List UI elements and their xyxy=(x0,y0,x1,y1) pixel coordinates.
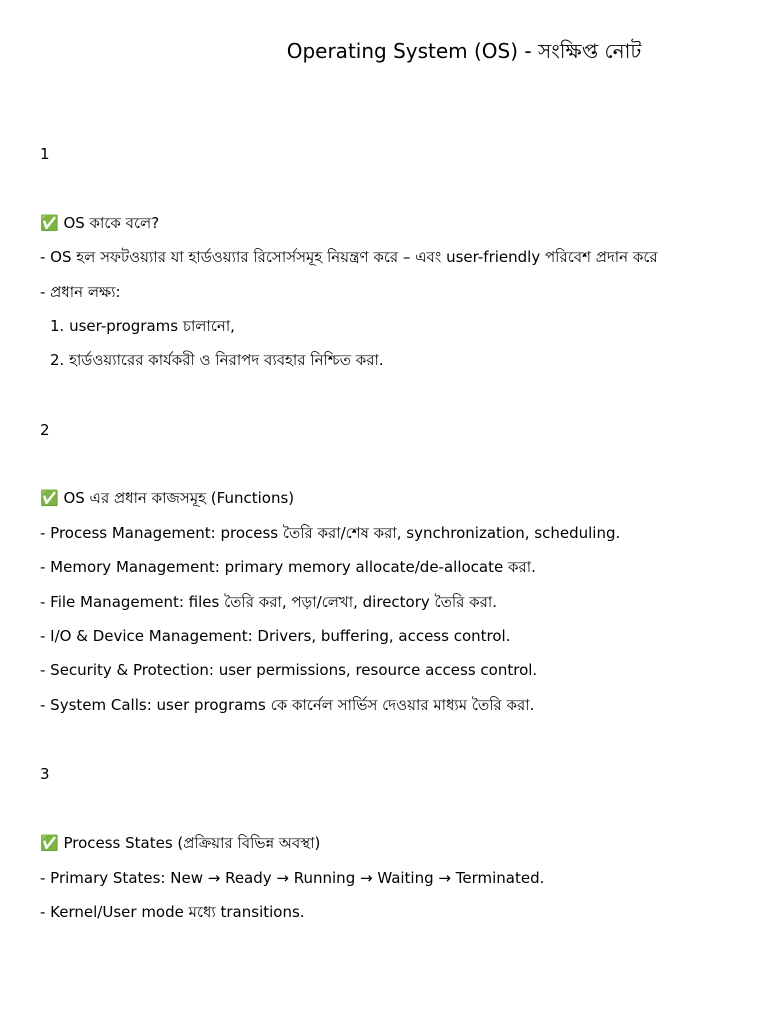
text-line: - Security & Protection: user permissions, resource access control. xyxy=(40,661,538,679)
text-line: - System Calls: user programs কে কার্নেল সার্ভিস দেওয়ার মাধ্যম তৈরি করা. xyxy=(40,696,535,714)
text-line: - I/O & Device Management: Drivers, buffering, access control. xyxy=(40,627,511,645)
text-line: - প্রধান লক্ষ্য: xyxy=(40,283,121,301)
list-item: 2. হার্ডওয়্যারের কার্যকরী ও নিরাপদ ব্যবহার নিশ্চিত করা. xyxy=(50,351,384,369)
section-number: 2 xyxy=(40,421,50,439)
section-heading: ✅ Process States (প্রক্রিয়ার বিভিন্ন অবস্থা) xyxy=(40,834,321,852)
section-heading: ✅ OS এর প্রধান কাজসমূহ (Functions) xyxy=(40,489,295,507)
text-line: - Kernel/User mode মধ্যে transitions. xyxy=(40,903,305,921)
text-line: - File Management: files তৈরি করা, পড়া/লেখা, directory তৈরি করা. xyxy=(40,593,498,611)
text-line: - Memory Management: primary memory allocate/de-allocate করা. xyxy=(40,558,536,576)
text-line: - Process Management: process তৈরি করা/শেষ করা, synchronization, scheduling. xyxy=(40,524,621,542)
list-item: 1. user-programs চালানো, xyxy=(50,317,235,335)
section-heading: ✅ OS কাকে বলে? xyxy=(40,214,160,232)
section-number: 1 xyxy=(40,145,50,163)
text-line: - Primary States: New → Ready → Running → Waiting → Terminated. xyxy=(40,869,545,887)
document-title: Operating System (OS) - সংক্ষিপ্ত নোট xyxy=(286,39,642,63)
text-line: - OS হল সফটওয়্যার যা হার্ডওয়্যার রিসোর্সসমূহ নিয়ন্ত্রণ করে – এবং user-friendly পরিবেশ প্রদান করে xyxy=(40,248,658,266)
section-number: 3 xyxy=(40,765,50,783)
